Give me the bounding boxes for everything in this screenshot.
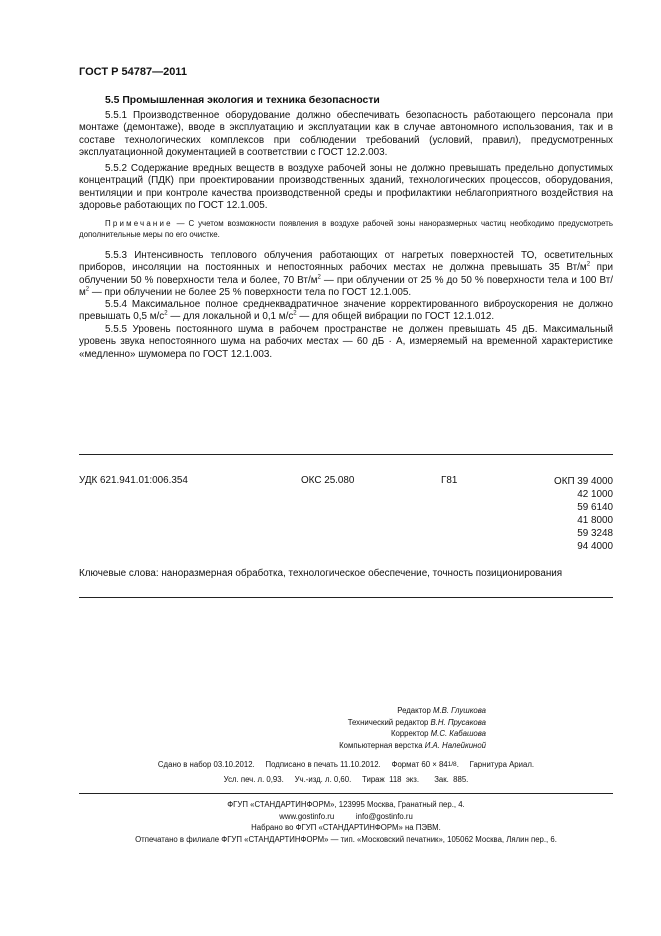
sup-squared: 2 (317, 274, 321, 281)
divider-top (79, 454, 613, 455)
note (79, 218, 613, 240)
credit-role: Корректор (390, 729, 429, 739)
paragraph-5-5-3 (79, 250, 613, 300)
sup-squared: 2 (164, 311, 168, 318)
p553-part-d: — при облучении не более 25 % поверхности тела по ГОСТ 12.1.005. (89, 287, 412, 299)
credit-line (220, 705, 486, 717)
divider-bottom (79, 597, 613, 598)
p553-part-a: 5.5.3 Интенсивность теплового облучения работающих от нагретых поверхностей ТО, осветительных приборов, инсоляции на постоянных и непостоянных рабочих местах не должна превышать 35 Вт/м (79, 250, 613, 274)
note-text: — С учетом возможности появления в воздухе рабочей зоны наноразмерных частиц необходимо предусмотреть дополнительные меры по его очистке. (79, 219, 613, 240)
p554-part-a: 5.5.4 Максимальное полное среднеквадратичное значение корректированного виброускорения не должно превышать 0,5 м/с (79, 299, 613, 323)
oks-code: ОКС 25.080 (301, 475, 355, 486)
p554-part-b: — для локальной и 0,1 м/с (167, 311, 294, 323)
imprint-line: Отпечатано в филиале ФГУП «СТАНДАРТИНФОРМ» — тип. «Московский печатник», 105062 Москва, Лялин пер., 6. (135, 834, 557, 844)
sup-squared: 2 (586, 262, 591, 269)
paragraph-5-5-1: 5.5.1 Производственное оборудование должно обеспечивать безопасность работающего персонала при монтаже (демонтаже), вводе в эксплуатацию и эксплуатации как в случае автономного использования, так и в составе технологических комплексов при соблюдении требований (условий, правил), предусмотренных эксплуатационной документацией в соответствии с ГОСТ 12.2.003. (79, 110, 613, 159)
credit-role: Компьютерная верстка (339, 740, 423, 750)
okp-codes (520, 475, 613, 553)
credit-name: М.В. Глушкова (432, 706, 486, 715)
credit-name: В.Н. Прусакова (430, 717, 486, 727)
note-label: Примечание (105, 219, 173, 228)
sup-squared: 2 (293, 311, 297, 318)
credit-line (220, 717, 486, 729)
credit-name: М.С. Кабашова (430, 729, 486, 739)
p554-part-c: — для общей вибрации по ГОСТ 12.1.012. (296, 311, 495, 323)
okp-code: 59 3248 (577, 528, 613, 539)
keywords: Ключевые слова: наноразмерная обработка, технологическое обеспечение, точность позиционирования (79, 568, 563, 579)
p553-part-c: — при облучении от 25 % до 50 % поверхности тела и 100 Вт/м (79, 274, 613, 299)
credit-role: Технический редактор (347, 717, 429, 727)
p553-part-b: при облучении 50 % поверхности тела и более, 70 Вт/м (79, 262, 613, 286)
imprint (79, 799, 613, 845)
imprint-line: Набрано во ФГУП «СТАНДАРТИНФОРМ» на ПЭВМ. (251, 823, 441, 833)
group-code: Г81 (441, 475, 458, 486)
paragraph-5-5-4 (79, 299, 613, 324)
okp-code: 94 4000 (577, 541, 613, 552)
okp-code: 42 1000 (577, 489, 613, 500)
credit-role: Редактор (397, 706, 431, 715)
credit-line (220, 728, 486, 740)
publishing-line-2: Усл. печ. л. 0,93. Уч.-изд. л. 0,60. Тираж 118 экз. Зак. 885. (223, 775, 469, 784)
okp-code: 41 8000 (577, 515, 613, 526)
paragraph-5-5-5: 5.5.5 Уровень постоянного шума в рабочем пространстве не должен превышать 45 дБ. Максимальный уровень звука непостоянного шума на рабочих местах — 60 дБ · А, измеряемый на временной характеристике «медленно» шумомера по ГОСТ 12.1.003. (79, 324, 613, 360)
sup-squared: 2 (85, 286, 90, 293)
credits (220, 705, 486, 751)
imprint-line: ФГУП «СТАНДАРТИНФОРМ», 123995 Москва, Гранатный пер., 4. (227, 800, 465, 809)
section-title: 5.5 Промышленная экология и техника безопасности (105, 95, 380, 106)
publishing-line-1 (79, 760, 613, 769)
format-fraction: 1/8 (447, 761, 457, 768)
credit-name: И.А. Налейкиной (424, 740, 486, 750)
paragraph-5-5-2: 5.5.2 Содержание вредных веществ в воздухе рабочей зоны не должно превышать предельно допустимых концентраций (ПДК) при проектировании производственных зданий, технологических процессов, оборудования, вентиляции и при контроле качества производственной среды и профилактики неблагоприятного воздействия на здоровье работающих по ГОСТ 12.1.005. (79, 163, 613, 212)
document-header: ГОСТ Р 54787—2011 (79, 66, 187, 78)
okp-code: ОКП 39 4000 (554, 476, 613, 487)
publishing-font: . Гарнитура Ариал. (456, 760, 535, 769)
credit-line (220, 740, 486, 752)
imprint-line: www.gostinfo.ru info@gostinfo.ru (279, 811, 413, 821)
divider-imprint (79, 793, 613, 794)
okp-code: 59 6140 (577, 502, 613, 513)
udk-code: УДК 621.941.01:006.354 (79, 475, 188, 486)
publishing-dates: Сдано в набор 03.10.2012. Подписано в печать 11.10.2012. Формат 60 × 84 (157, 760, 448, 769)
